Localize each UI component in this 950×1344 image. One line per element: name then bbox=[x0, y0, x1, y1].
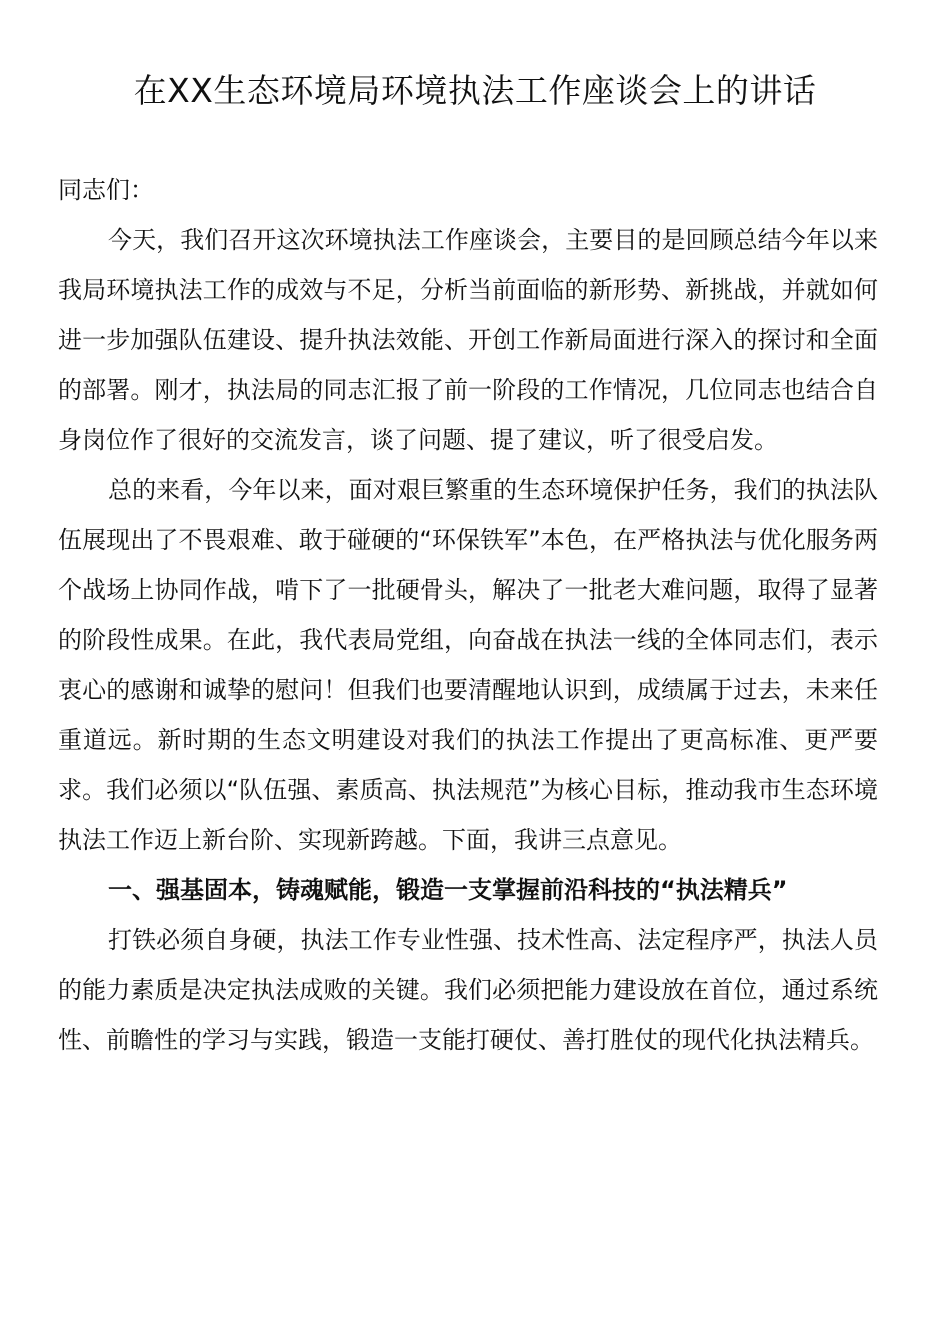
section-paragraph: 打铁必须自身硬，执法工作专业性强、技术性高、法定程序严，执法人员的能力素质是决定执法成败的关键。我们必须把能力建设放在首位，通过系统性、前瞻性的学习与实践，锻造一支能打硬仗、善打胜仗的现代化执法精兵。 bbox=[58, 926, 878, 1054]
section-heading: 一、强基固本，铸魂赋能，锻造一支掌握前沿科技的“执法精兵” bbox=[108, 876, 788, 904]
document-body bbox=[58, 165, 878, 1065]
salutation: 同志们： bbox=[58, 176, 154, 204]
paragraph-summary: 总的来看，今年以来，面对艰巨繁重的生态环境保护任务，我们的执法队伍展现出了不畏艰难、敢于碰硬的“环保铁军”本色，在严格执法与优化服务两个战场上协同作战，啃下了一批硬骨头，解决了一批老大难问题，取得了显著的阶段性成果。在此，我代表局党组，向奋战在执法一线的全体同志们，表示衷心的感谢和诚挚的慰问！但我们也要清醒地认识到，成绩属于过去，未来任重道远。新时期的生态文明建设对我们的执法工作提出了更高标准、更严要求。我们必须以“队伍强、素质高、执法规范”为核心目标，推动我市生态环境执法工作迈上新台阶、实现新跨越。下面，我讲三点意见。 bbox=[58, 476, 878, 854]
paragraph-opening: 今天，我们召开这次环境执法工作座谈会，主要目的是回顾总结今年以来我局环境执法工作的成效与不足，分析当前面临的新形势、新挑战，并就如何进一步加强队伍建设、提升执法效能、开创工作新局面进行深入的探讨和全面的部署。刚才，执法局的同志汇报了前一阶段的工作情况，几位同志也结合自身岗位作了很好的交流发言，谈了问题、提了建议，听了很受启发。 bbox=[58, 226, 878, 454]
document-title: 在XX生态环境局环境执法工作座谈会上的讲话 bbox=[133, 71, 817, 110]
